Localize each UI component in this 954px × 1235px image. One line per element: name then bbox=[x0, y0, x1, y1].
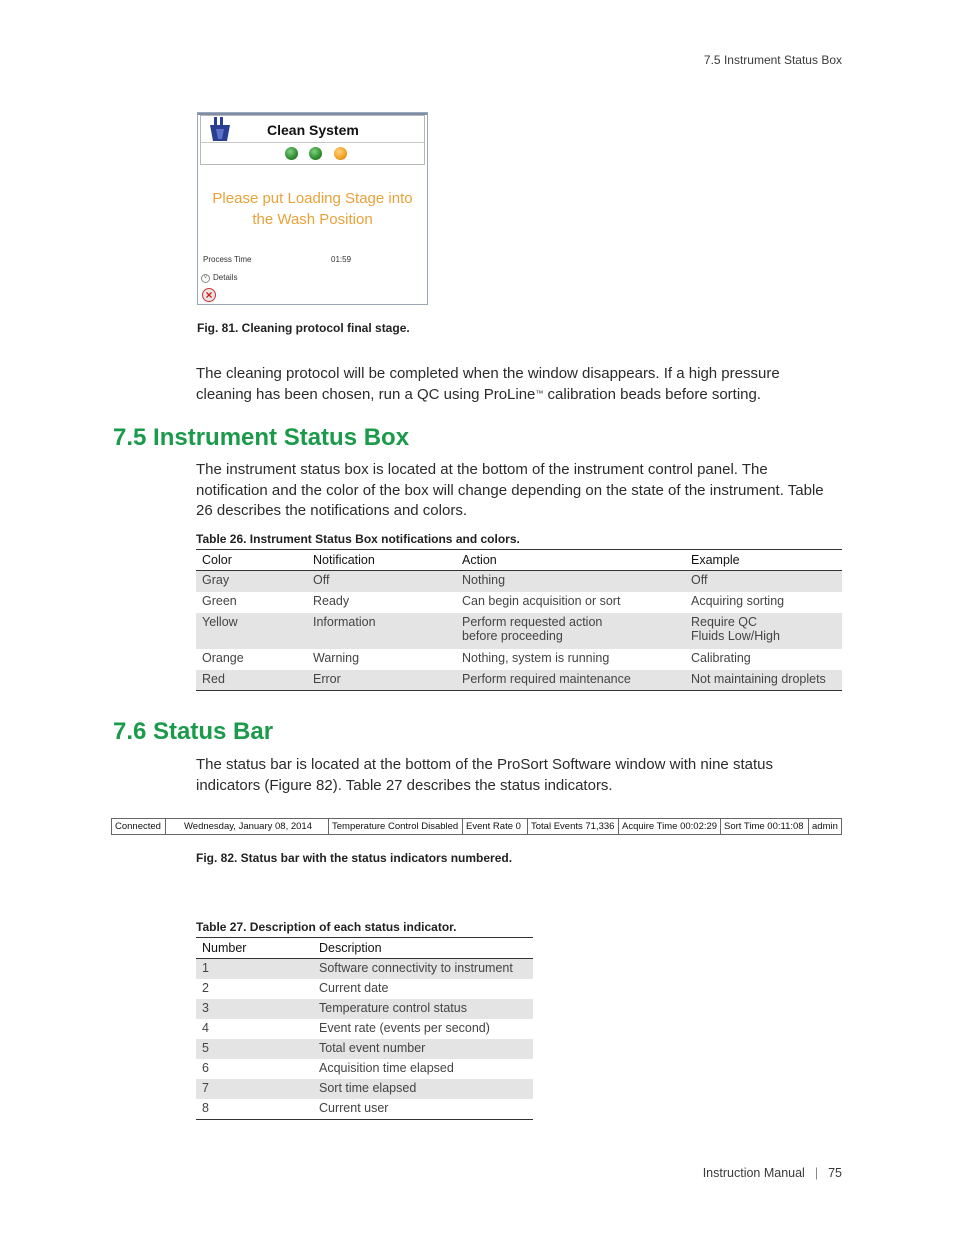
table-26-caption: Table 26. Instrument Status Box notifications and colors. bbox=[196, 532, 520, 546]
column-header: Description bbox=[313, 938, 533, 959]
table-cell: 3 bbox=[196, 999, 313, 1019]
figure-81-caption: Fig. 81. Cleaning protocol final stage. bbox=[197, 321, 410, 335]
running-head: 7.5 Instrument Status Box bbox=[703, 53, 842, 67]
status-event-rate: Event Rate 0 bbox=[463, 819, 528, 834]
column-header: Color bbox=[196, 550, 307, 571]
table-cell: Acquisition time elapsed bbox=[319, 1060, 454, 1075]
table-row bbox=[196, 592, 842, 613]
status-user: admin bbox=[812, 821, 838, 832]
paragraph-line: The status bar is located at the bottom of the ProSort Software window with nine status bbox=[196, 756, 773, 773]
table-26 bbox=[196, 549, 842, 691]
cell-line: before proceeding bbox=[462, 628, 563, 643]
paragraph-status-box bbox=[196, 460, 856, 522]
cell-line: Perform requested action bbox=[462, 614, 603, 629]
paragraph-line bbox=[196, 385, 846, 406]
table-cell: 7 bbox=[196, 1079, 313, 1099]
table-row bbox=[196, 670, 842, 691]
table-cell: Information bbox=[307, 613, 456, 649]
table-header-row bbox=[196, 938, 533, 959]
section-heading-7-5: 7.5 Instrument Status Box bbox=[113, 424, 410, 451]
process-time-value: 01:59 bbox=[331, 255, 352, 264]
table-cell: Ready bbox=[313, 593, 350, 608]
dialog-message-line: the Wash Position bbox=[252, 211, 373, 228]
table-27 bbox=[196, 937, 533, 1120]
table-cell: Off bbox=[685, 571, 842, 592]
status-total-events: Total Events 71,336 bbox=[528, 819, 619, 834]
status-sort-time: Sort Time 00:11:08 bbox=[721, 819, 809, 834]
table-cell bbox=[456, 613, 685, 649]
dialog-message-line: Please put Loading Stage into bbox=[212, 190, 413, 207]
table-row bbox=[196, 1079, 533, 1099]
table-cell: Total event number bbox=[313, 1039, 533, 1059]
table-cell: 4 bbox=[202, 1020, 209, 1035]
table-cell: Acquiring sorting bbox=[691, 593, 785, 608]
column-header: Number bbox=[196, 938, 313, 959]
orange-status-light-icon bbox=[334, 147, 347, 160]
table-cell: Red bbox=[196, 670, 307, 691]
table-cell: Sort time elapsed bbox=[313, 1079, 533, 1099]
table-cell: 1 bbox=[196, 959, 313, 979]
column-header: Example bbox=[685, 550, 842, 571]
close-icon[interactable]: × bbox=[202, 288, 216, 302]
text-span: calibration beads before sorting. bbox=[543, 385, 762, 403]
table-row bbox=[196, 1059, 533, 1079]
table-cell: 8 bbox=[196, 1099, 313, 1120]
table-cell: Calibrating bbox=[691, 650, 751, 665]
paragraph-cleaning bbox=[196, 364, 846, 405]
table-cell: Not maintaining droplets bbox=[685, 670, 842, 691]
instrument-logo-icon bbox=[207, 117, 233, 141]
paragraph-line: The cleaning protocol will be completed when the window disappears. If a high pressure bbox=[196, 365, 780, 382]
table-cell: Off bbox=[307, 571, 456, 592]
process-time-label: Process Time bbox=[203, 255, 252, 264]
table-cell: Software connectivity to instrument bbox=[313, 959, 533, 979]
table-row bbox=[196, 1039, 533, 1059]
paragraph-line: The instrument status box is located at the bottom of the instrument control panel. The bbox=[196, 461, 768, 478]
status-connected: Connected bbox=[112, 819, 166, 834]
table-row bbox=[196, 571, 842, 592]
green-status-light-icon bbox=[309, 147, 322, 160]
table-cell: Temperature control status bbox=[313, 999, 533, 1019]
table-cell: Event rate (events per second) bbox=[319, 1020, 490, 1035]
figure-82-caption: Fig. 82. Status bar with the status indicators numbered. bbox=[196, 851, 513, 865]
page-footer bbox=[600, 1166, 842, 1180]
table-cell: Can begin acquisition or sort bbox=[462, 593, 621, 608]
status-temperature: Temperature Control Disabled bbox=[329, 819, 463, 834]
paragraph-status-bar bbox=[196, 755, 846, 796]
table-row bbox=[196, 999, 533, 1019]
table-cell: 2 bbox=[202, 980, 209, 995]
table-row bbox=[196, 959, 533, 979]
section-heading-7-6: 7.6 Status Bar bbox=[113, 718, 274, 745]
table-cell: 6 bbox=[202, 1060, 209, 1075]
table-cell: Current user bbox=[313, 1099, 533, 1120]
details-toggle[interactable]: Details bbox=[213, 273, 238, 282]
table-cell: Error bbox=[307, 670, 456, 691]
status-bar bbox=[111, 818, 842, 835]
status-date: Wednesday, January 08, 2014 bbox=[166, 819, 329, 834]
table-row bbox=[196, 1019, 533, 1039]
footer-label: Instruction Manual bbox=[702, 1166, 805, 1180]
column-header: Action bbox=[456, 550, 685, 571]
column-header: Notification bbox=[307, 550, 456, 571]
table-cell: Current date bbox=[319, 980, 389, 995]
paragraph-line: notification and the color of the box will change depending on the state of the instrument. Table bbox=[196, 481, 824, 499]
status-acquire-time: Acquire Time 00:02:29 bbox=[619, 819, 721, 834]
chevron-down-icon[interactable]: ˅ bbox=[201, 274, 210, 283]
table-cell: Green bbox=[202, 593, 237, 608]
table-cell bbox=[685, 613, 842, 649]
table-cell: Gray bbox=[196, 571, 307, 592]
paragraph-line: 26 describes the notifications and colors. bbox=[196, 502, 467, 519]
table-row bbox=[196, 649, 842, 670]
cell-line: Require QC bbox=[691, 614, 757, 629]
dialog-message bbox=[204, 188, 421, 230]
table-cell: Warning bbox=[313, 650, 360, 665]
dialog-title: Clean System bbox=[267, 122, 359, 138]
table-row bbox=[196, 613, 842, 649]
dialog-header-divider bbox=[201, 142, 424, 143]
green-status-light-icon bbox=[285, 147, 298, 160]
dialog-header bbox=[200, 115, 425, 165]
clean-system-dialog bbox=[197, 112, 428, 305]
table-cell: Orange bbox=[202, 650, 244, 665]
table-27-caption: Table 27. Description of each status indicator. bbox=[196, 920, 457, 934]
paragraph-line: indicators (Figure 82). Table 27 describes the status indicators. bbox=[196, 776, 613, 794]
table-row bbox=[196, 979, 533, 999]
table-cell: 5 bbox=[196, 1039, 313, 1059]
table-cell: Nothing, system is running bbox=[462, 650, 610, 665]
table-row bbox=[196, 1099, 533, 1120]
table-cell: Yellow bbox=[196, 613, 307, 649]
page-number: 75 bbox=[828, 1166, 842, 1180]
text-span: cleaning has been chosen, run a QC using ProLine bbox=[196, 385, 536, 403]
table-header-row bbox=[196, 550, 842, 571]
cell-line: Fluids Low/High bbox=[691, 628, 780, 643]
trademark-symbol: ™ bbox=[535, 388, 544, 398]
footer-separator: | bbox=[814, 1166, 819, 1180]
table-cell: Nothing bbox=[456, 571, 685, 592]
table-cell: Perform required maintenance bbox=[456, 670, 685, 691]
